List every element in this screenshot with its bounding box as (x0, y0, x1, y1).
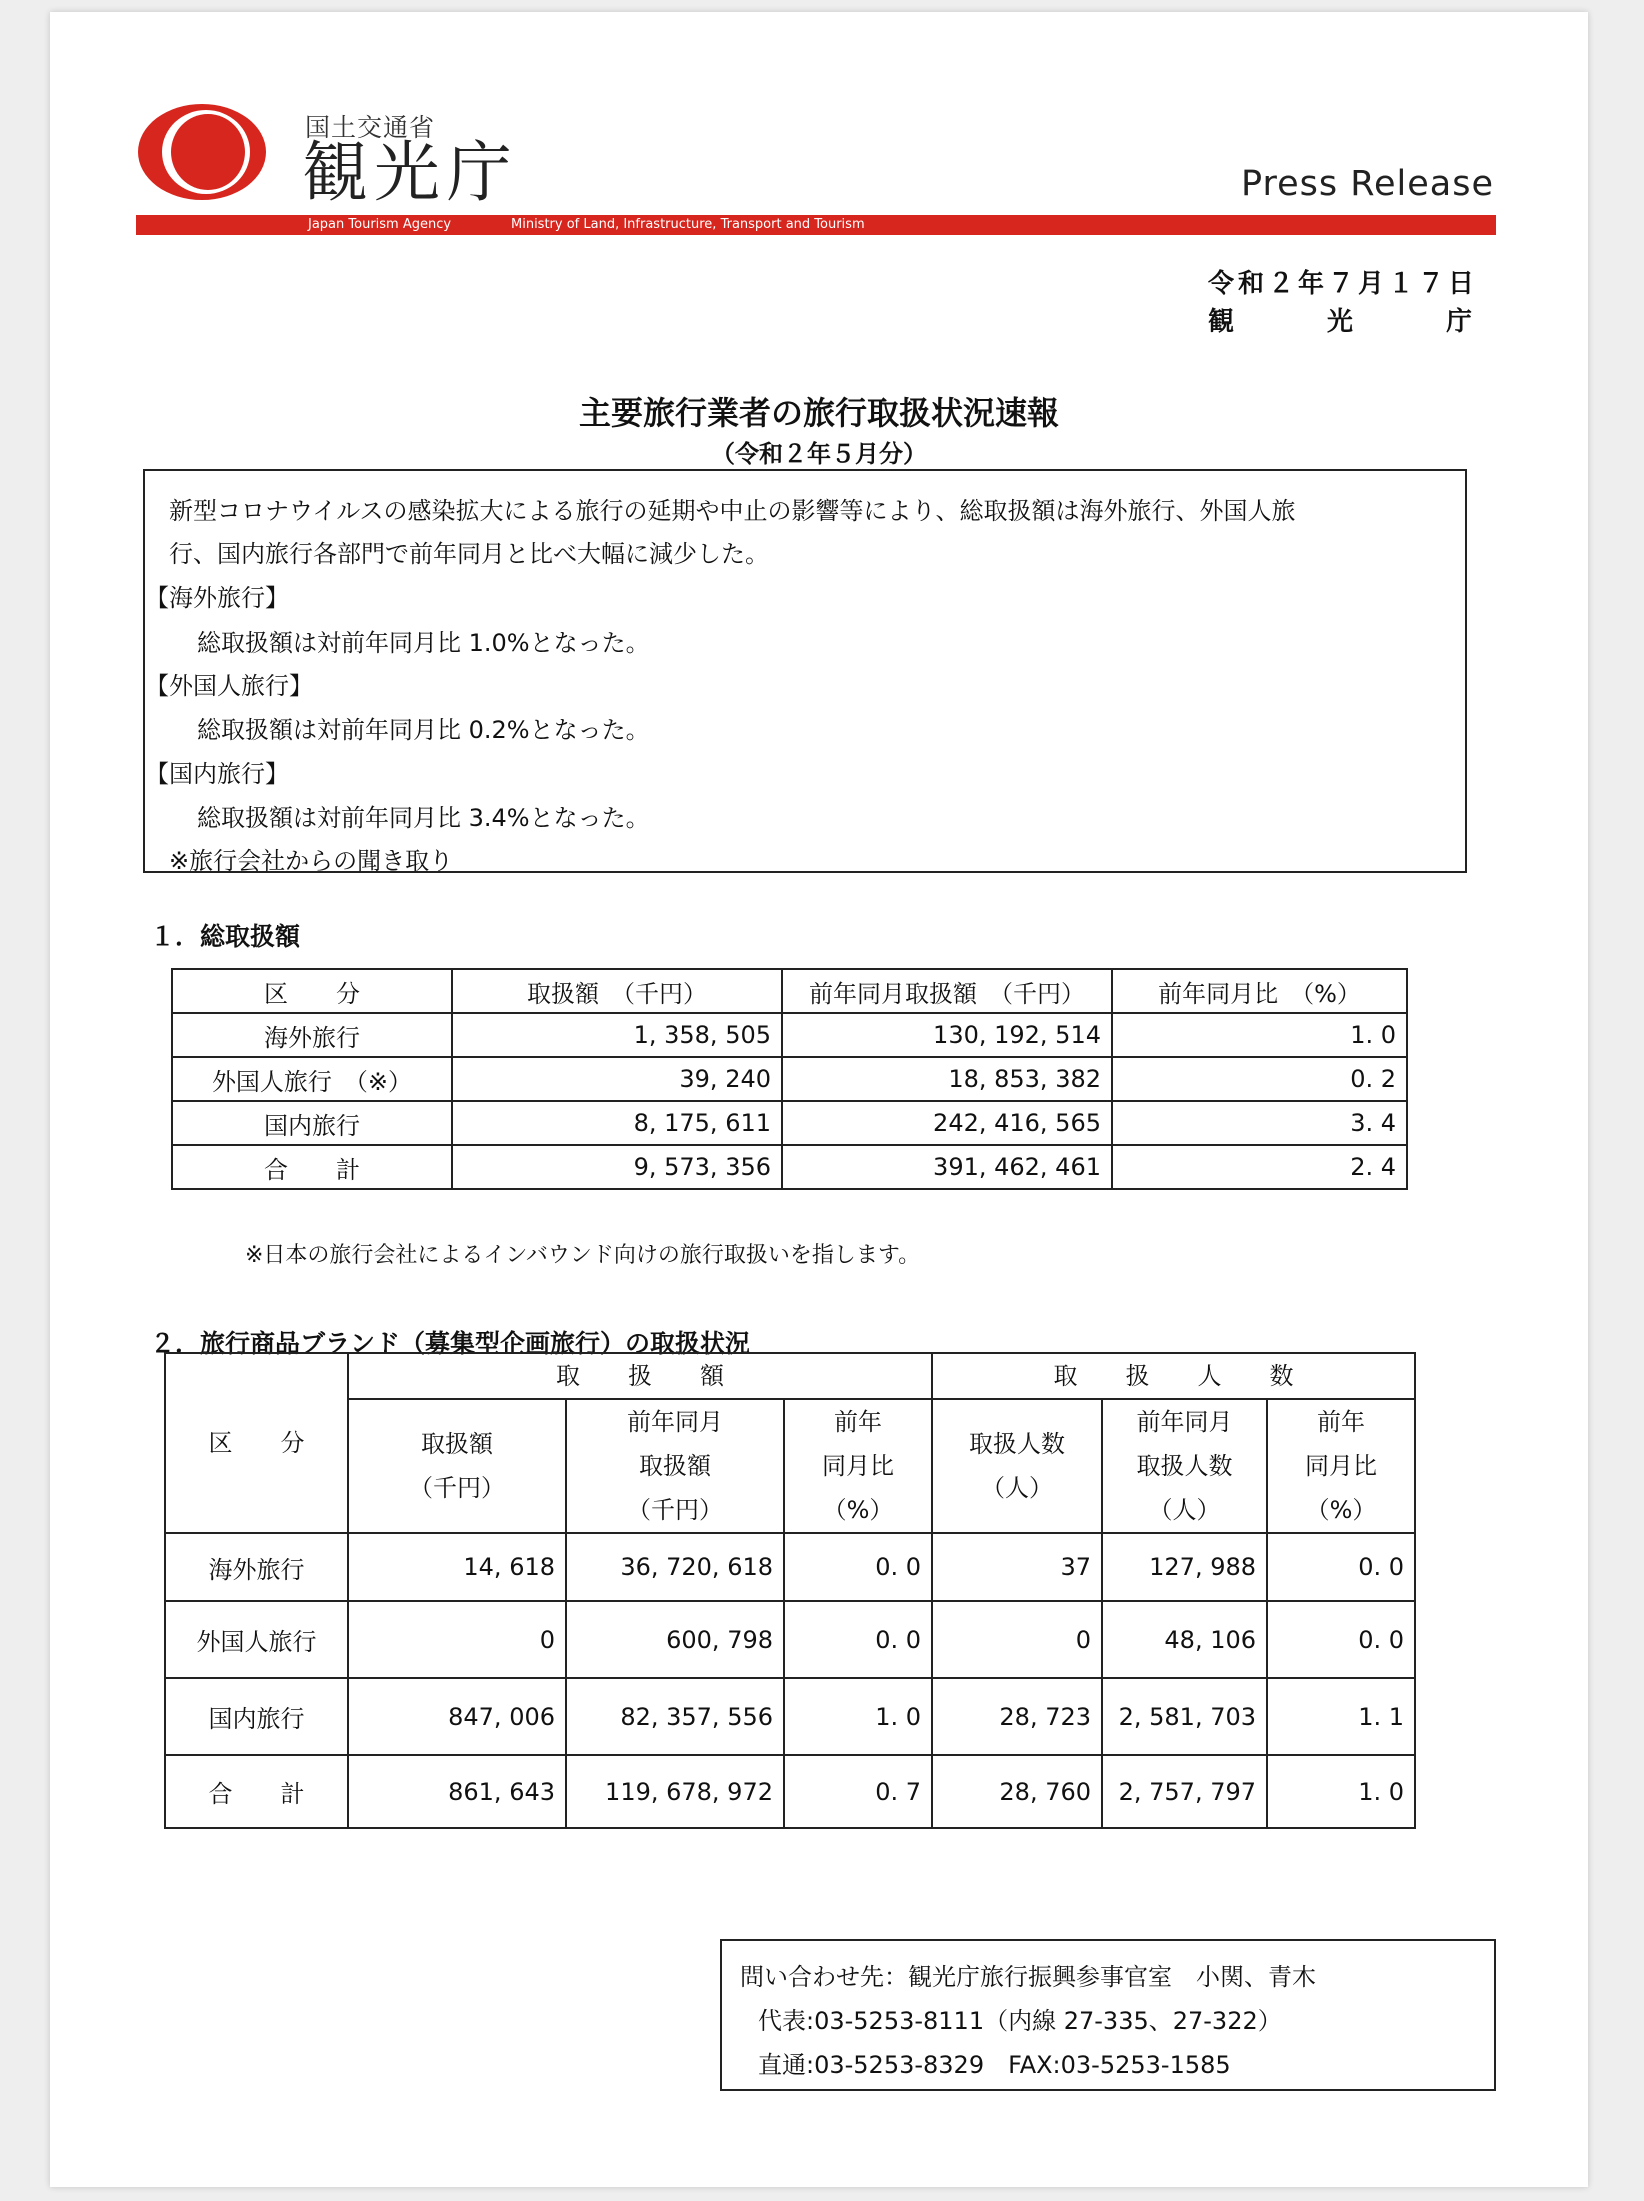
amount-ratio-cell: 0. 0 (784, 1533, 932, 1601)
document-title: 主要旅行業者の旅行取扱状況速報 (578, 394, 1059, 432)
prev-amount-cell: 600, 798 (566, 1601, 784, 1678)
table-row (172, 1057, 1407, 1101)
header-cell: 前年同月取扱額 （千円） (782, 969, 1112, 1013)
prev-people-cell: 2, 581, 703 (1102, 1678, 1267, 1755)
amount-cell: 847, 006 (348, 1678, 566, 1755)
date-block (1208, 265, 1478, 341)
row-label: 海外旅行 (172, 1013, 452, 1057)
issuer-char: 観 (1207, 307, 1238, 337)
english-agency-name: Japan Tourism Agency (308, 217, 452, 232)
ratio-cell: 2. 4 (1112, 1145, 1407, 1189)
header-cell: 前年同月比 （%） (1112, 969, 1407, 1013)
total-amount-table (171, 968, 1408, 1190)
category-header: 区 分 (165, 1353, 348, 1533)
people-ratio-cell: 1. 0 (1267, 1755, 1415, 1828)
agency-name: 観光庁 (302, 134, 518, 211)
amount-group-header: 取 扱 額 (348, 1353, 932, 1399)
prev-amount-cell: 18, 853, 382 (782, 1057, 1112, 1101)
sub-header-people-ratio (1267, 1399, 1415, 1533)
table-row (165, 1601, 1415, 1678)
sub-header-line: 同月比 (822, 1452, 894, 1480)
section2-heading: ２．旅行商品ブランド（募集型企画旅行）の取扱状況 (150, 1329, 751, 1358)
people-cell: 28, 723 (932, 1678, 1102, 1755)
prev-amount-cell: 36, 720, 618 (566, 1533, 784, 1601)
sub-header-line: 取扱額 (639, 1452, 711, 1480)
amount-ratio-cell: 0. 7 (784, 1755, 932, 1828)
sub-header-line: 同月比 (1305, 1452, 1378, 1480)
section1-heading: １．総取扱額 (150, 922, 301, 951)
amount-cell: 39, 240 (452, 1057, 782, 1101)
table-row (165, 1755, 1415, 1828)
sub-header-line: 前年同月 (627, 1408, 723, 1436)
table-row (172, 1101, 1407, 1145)
group-header-row (165, 1353, 1415, 1399)
row-label: 合 計 (165, 1755, 348, 1828)
table-header-row (172, 969, 1407, 1013)
agency-logo-icon (136, 102, 268, 202)
people-ratio-cell: 0. 0 (1267, 1533, 1415, 1601)
issuer-char: 光 (1326, 307, 1357, 337)
header-red-bar (136, 215, 1496, 235)
sub-header-line: 前年同月 (1136, 1408, 1233, 1436)
ratio-cell: 3. 4 (1112, 1101, 1407, 1145)
sub-header-line: （千円） (627, 1496, 723, 1524)
amount-cell: 9, 573, 356 (452, 1145, 782, 1189)
sub-header-prev-amount (566, 1399, 784, 1533)
summary-line: 行、国内旅行各部門で前年同月と比べ大幅に減少した。 (169, 540, 769, 568)
amount-cell: 0 (348, 1601, 566, 1678)
amount-cell: 8, 175, 611 (452, 1101, 782, 1145)
sub-header-line: 取扱額 (421, 1430, 493, 1458)
prev-people-cell: 127, 988 (1102, 1533, 1267, 1601)
issuer-char: 庁 (1445, 307, 1476, 337)
contact-phone-main: 代表:03-5253-8111（内線 27-335、27-322） (758, 2007, 1282, 2035)
people-cell: 0 (932, 1601, 1102, 1678)
document-subtitle: （令和２年５月分） (711, 440, 927, 468)
summary-box (143, 469, 1467, 873)
press-release-label: Press Release (1241, 164, 1494, 204)
people-ratio-cell: 1. 1 (1267, 1678, 1415, 1755)
people-cell: 28, 760 (932, 1755, 1102, 1828)
prev-amount-cell: 82, 357, 556 (566, 1678, 784, 1755)
row-label: 外国人旅行 (165, 1601, 348, 1678)
prev-amount-cell: 119, 678, 972 (566, 1755, 784, 1828)
people-group-header: 取 扱 人 数 (932, 1353, 1415, 1399)
header-cell: 区 分 (172, 969, 452, 1013)
ratio-cell: 0. 2 (1112, 1057, 1407, 1101)
table-row (172, 1013, 1407, 1057)
overseas-summary: 総取扱額は対前年同月比 1.0%となった。 (197, 629, 650, 657)
row-label: 国内旅行 (165, 1678, 348, 1755)
inbound-note: ※日本の旅行会社によるインバウンド向けの旅行取扱いを指します。 (245, 1243, 921, 1268)
sub-header-amount (348, 1399, 566, 1533)
domestic-heading: 【国内旅行】 (145, 760, 289, 788)
prev-people-cell: 48, 106 (1102, 1601, 1267, 1678)
amount-cell: 1, 358, 505 (452, 1013, 782, 1057)
table-row (165, 1533, 1415, 1601)
prev-amount-cell: 242, 416, 565 (782, 1101, 1112, 1145)
ministry-label: 国土交通省 (305, 113, 436, 142)
document-page (50, 12, 1588, 2187)
people-cell: 37 (932, 1533, 1102, 1601)
source-note: ※旅行会社からの聞き取り (169, 847, 454, 875)
sub-header-line: 前年 (834, 1408, 882, 1436)
sub-header-line: （%） (1305, 1496, 1377, 1524)
contact-box (720, 1939, 1496, 2091)
sub-header-row (165, 1399, 1415, 1533)
amount-ratio-cell: 0. 0 (784, 1601, 932, 1678)
amount-cell: 861, 643 (348, 1755, 566, 1828)
domestic-summary: 総取扱額は対前年同月比 3.4%となった。 (197, 804, 650, 832)
sub-header-line: （人） (981, 1474, 1054, 1502)
foreign-heading: 【外国人旅行】 (145, 672, 313, 700)
sub-header-line: （%） (822, 1496, 894, 1524)
ratio-cell: 1. 0 (1112, 1013, 1407, 1057)
row-label: 国内旅行 (172, 1101, 452, 1145)
contact-phone-direct: 直通:03-5253-8329 FAX:03-5253-1585 (758, 2051, 1231, 2079)
english-ministry-name: Ministry of Land, Infrastructure, Transport and Tourism (511, 217, 865, 232)
sub-header-prev-people (1102, 1399, 1267, 1533)
sub-header-line: （千円） (409, 1474, 505, 1502)
overseas-heading: 【海外旅行】 (145, 584, 289, 612)
sub-header-people (932, 1399, 1102, 1533)
sub-header-amount-ratio (784, 1399, 932, 1533)
row-label: 外国人旅行 （※） (172, 1057, 452, 1101)
summary-line: 新型コロナウイルスの感染拡大による旅行の延期や中止の影響等により、総取扱額は海外旅行、外国人旅 (169, 497, 1296, 525)
amount-ratio-cell: 1. 0 (784, 1678, 932, 1755)
sub-header-line: （人） (1148, 1496, 1221, 1524)
issuer (1208, 303, 1476, 341)
sub-header-line: 前年 (1317, 1408, 1366, 1436)
row-label: 合 計 (172, 1145, 452, 1189)
sub-header-line: 取扱人数 (969, 1430, 1066, 1458)
prev-people-cell: 2, 757, 797 (1102, 1755, 1267, 1828)
prev-amount-cell: 130, 192, 514 (782, 1013, 1112, 1057)
row-label: 海外旅行 (165, 1533, 348, 1601)
sub-header-line: 取扱人数 (1136, 1452, 1233, 1480)
table-row (172, 1145, 1407, 1189)
issue-date: 令和２年７月１７日 (1207, 269, 1478, 299)
brand-product-table (164, 1352, 1416, 1829)
header-cell: 取扱額 （千円） (452, 969, 782, 1013)
prev-amount-cell: 391, 462, 461 (782, 1145, 1112, 1189)
people-ratio-cell: 0. 0 (1267, 1601, 1415, 1678)
foreign-summary: 総取扱額は対前年同月比 0.2%となった。 (197, 716, 650, 744)
contact-line: 問い合わせ先：観光庁旅行振興参事官室 小関、青木 (740, 1963, 1316, 1991)
table-row (165, 1678, 1415, 1755)
amount-cell: 14, 618 (348, 1533, 566, 1601)
